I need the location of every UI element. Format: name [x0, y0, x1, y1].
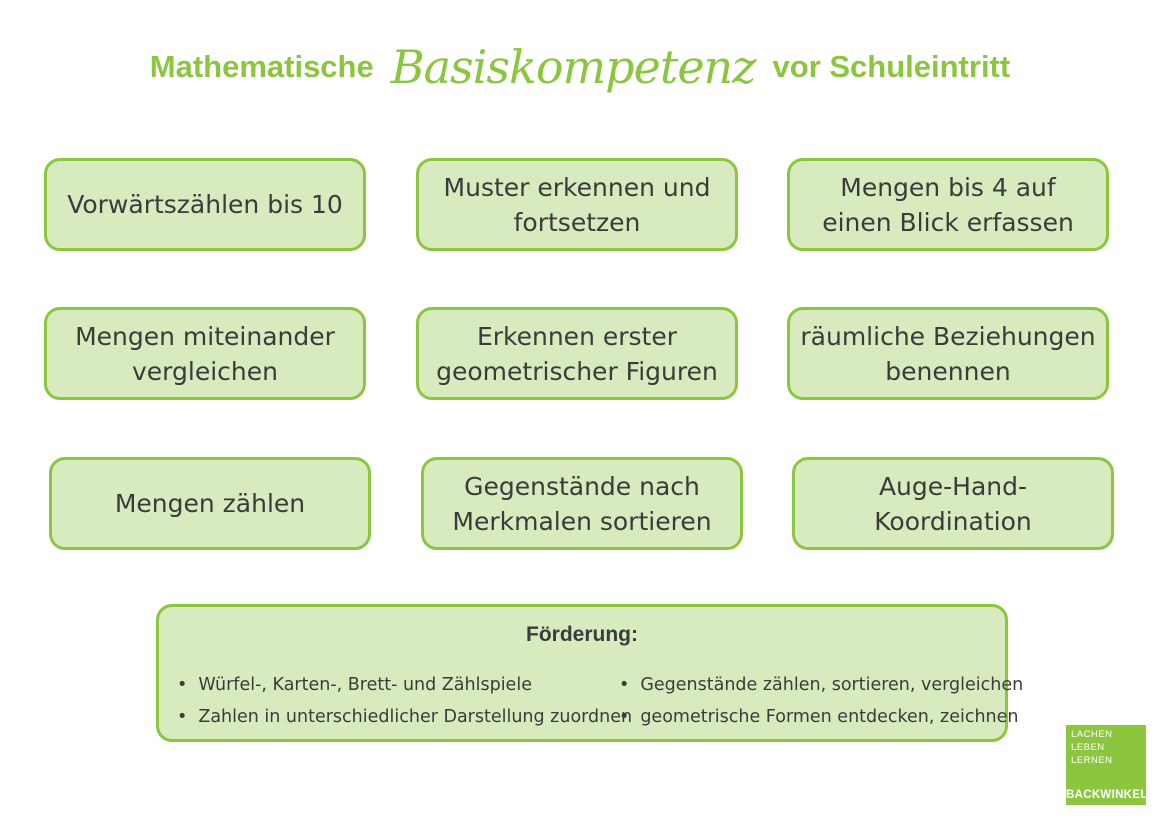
page-title: [0, 40, 1160, 94]
competency-card-5: [416, 307, 738, 400]
competency-card-7: [49, 457, 371, 550]
competency-card-3: [787, 158, 1109, 251]
competency-card-label: Mengen zählen: [114, 489, 306, 518]
competency-card-label: Gegenstände nach Merkmalen sortieren: [452, 471, 712, 536]
foerderung-item: • Zahlen in unterschiedlicher Darstellung zuordnen: [177, 701, 632, 733]
competency-card-4: [44, 307, 366, 400]
logo-brand: BACKWINKEL: [1066, 789, 1148, 801]
competency-card-label: Mengen bis 4 auf einen Blick erfassen: [822, 172, 1074, 237]
logo-line-1: LACHEN: [1071, 729, 1113, 740]
competency-card-8: [421, 457, 743, 550]
title-part-2-script: Basiskompetenz: [390, 40, 756, 94]
backwinkel-logo: [1066, 725, 1146, 805]
logo-line-3: LERNEN: [1071, 755, 1113, 766]
foerderung-item: • Würfel-, Karten-, Brett- und Zählspiele: [177, 669, 632, 701]
competency-card-9: [792, 457, 1114, 550]
competency-card-2: [416, 158, 738, 251]
foerderung-list-right: [619, 669, 1023, 733]
logo-line-2: LEBEN: [1071, 742, 1105, 753]
competency-card-label: Erkennen erster geometrischer Figuren: [436, 321, 718, 386]
competency-card-6: [787, 307, 1109, 400]
title-part-3: vor Schuleintritt: [772, 49, 1011, 84]
title-part-1: Mathematische: [149, 49, 374, 84]
competency-card-label: räumliche Beziehungen benennen: [800, 321, 1096, 386]
competency-card-label: Auge-Hand-Koordination: [874, 471, 1032, 536]
foerderung-heading: Förderung:: [526, 623, 638, 646]
competency-card-1: [44, 158, 366, 251]
competency-card-label: Vorwärtszählen bis 10: [67, 190, 343, 219]
logo-slogan: [1071, 728, 1113, 767]
foerderung-box: [156, 604, 1024, 742]
foerderung-list-left: [177, 669, 632, 733]
foerderung-item: • geometrische Formen entdecken, zeichnen: [619, 701, 1023, 733]
foerderung-item: • Gegenstände zählen, sortieren, vergleichen: [619, 669, 1023, 701]
competency-card-label: Mengen miteinander vergleichen: [75, 321, 335, 386]
competency-card-label: Muster erkennen und fortsetzen: [443, 172, 711, 237]
